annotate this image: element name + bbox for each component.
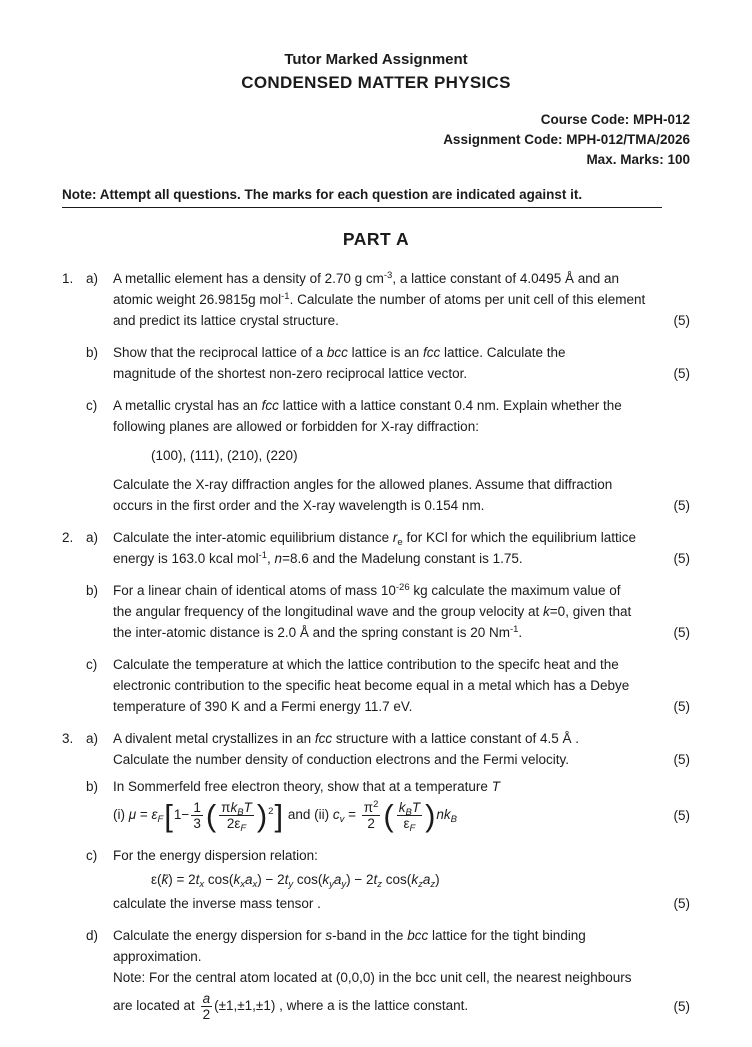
question-text: Calculate the X-ray diffraction angles for the allowed planes. Assume that diffraction	[113, 477, 613, 492]
question-line	[113, 495, 690, 516]
question-line	[113, 622, 690, 643]
question-text: In Sommerfeld free electron theory, show that at a temperature T	[113, 779, 500, 794]
question-part	[62, 580, 690, 643]
question-text: Show that the reciprocal lattice of a bcc lattice is an fcc lattice. Calculate the	[113, 345, 566, 360]
question-part	[62, 776, 690, 834]
max-marks: Max. Marks: 100	[586, 152, 690, 167]
question-number	[62, 342, 86, 384]
question-formula-line	[113, 991, 690, 1022]
question-part	[62, 728, 690, 770]
question-body	[113, 527, 690, 569]
marks-badge: (5)	[673, 625, 690, 640]
question-line	[113, 967, 690, 988]
question-text: A divalent metal crystallizes in an fcc structure with a lattice constant of 4.5 Å .	[113, 731, 579, 746]
marks-badge: (5)	[673, 999, 690, 1014]
question-letter: a)	[86, 731, 99, 746]
marks-badge: (5)	[673, 752, 690, 767]
marks-badge: (5)	[673, 896, 690, 911]
question-line	[113, 946, 690, 967]
questions-list	[62, 268, 690, 1025]
question-text: ε(k̄) = $2t_x$ $\cos(k_xa_x) - 2t_y$ $\cos(k_ya_y) - 2t_z$ $\cos(k_za_z)$	[151, 872, 440, 890]
question-part	[62, 925, 690, 1025]
question-body	[113, 580, 690, 643]
question-body	[113, 654, 690, 717]
question-number: 2.	[62, 530, 74, 545]
question-line	[113, 363, 690, 384]
question-part	[62, 342, 690, 384]
question-part	[62, 654, 690, 717]
question-part	[62, 527, 690, 569]
question-letter: b)	[86, 779, 99, 794]
marks-badge: (5)	[673, 551, 690, 566]
marks-badge: (5)	[673, 808, 690, 823]
question-part	[62, 845, 690, 914]
question-text: the inter-atomic distance is 2.0 Å and the spring constant is 20 $Nm^{-1}$.	[113, 624, 523, 640]
question-number: 1.	[62, 271, 74, 286]
question-text: A metallic element has a density of 2.70 g $cm^{-3}$, a lattice constant of 4.0495 Å and an	[113, 270, 620, 286]
question-text: Calculate the temperature at which the lattice contribution to the specifc heat and the	[113, 657, 619, 672]
question-text: (100), (111), (210), (220)	[151, 448, 298, 463]
question-number	[62, 776, 86, 834]
question-text: temperature of 390 K and a Fermi energy 11.7 eV.	[113, 699, 413, 714]
question-text: Calculate the number density of conduction electrons and the Fermi velocity.	[113, 752, 569, 767]
question-text: For a linear chain of identical atoms of mass $10^{-26}$ kg calculate the maximum value of	[113, 582, 621, 598]
meta-block	[62, 110, 690, 170]
note-line: Note: Attempt all questions. The marks for each question are indicated against it.	[62, 184, 662, 208]
question-line	[113, 548, 690, 569]
question-line	[113, 845, 690, 866]
question-number	[62, 654, 86, 717]
question-body	[113, 395, 690, 516]
question-text: A metallic crystal has an fcc lattice with a lattice constant 0.4 nm. Explain whether the	[113, 398, 622, 413]
question-text: (i) $\mu = \varepsilon_F[1-$ $\frac{1}{3}$ ( $\frac{\pi k_BT}{2\varepsilon_F}$ )$^2$] and (ii) $c_v$ = $\frac{\pi^2}{2}$ ( $\frac{k_BT}{\varepsilon_F}$ )$nk_B$	[113, 797, 457, 834]
question-line	[113, 342, 690, 363]
question-line	[113, 893, 690, 914]
question-body	[113, 268, 690, 331]
question-line	[113, 601, 690, 622]
question-part	[62, 268, 690, 331]
question-line	[113, 268, 690, 289]
question-letter: d)	[86, 928, 99, 943]
question-letter: c)	[86, 398, 98, 413]
question-letter: b)	[86, 583, 99, 598]
question-line	[113, 445, 690, 466]
question-number	[62, 845, 86, 914]
marks-badge: (5)	[673, 313, 690, 328]
question-text: calculate the inverse mass tensor .	[113, 896, 321, 911]
question-body	[113, 845, 690, 914]
marks-badge: (5)	[673, 366, 690, 381]
question-text: Calculate the inter-atomic equilibrium distance $r_e$ for KCl for which the equilibrium lattice	[113, 530, 637, 548]
course-code: Course Code: MPH-012	[540, 112, 690, 127]
question-text: the angular frequency of the longitudinal wave and the group velocity at k=0, given that	[113, 604, 632, 619]
question-line	[113, 289, 690, 310]
question-body	[113, 342, 690, 384]
question-line	[113, 675, 690, 696]
question-text: approximation.	[113, 949, 202, 964]
question-line	[113, 416, 690, 437]
question-text: and predict its lattice crystal structure.	[113, 313, 339, 328]
question-letter: c)	[86, 657, 98, 672]
question-line	[113, 776, 690, 797]
question-text: Note: For the central atom located at (0,0,0) in the bcc unit cell, the nearest neighbours	[113, 970, 632, 985]
question-line	[113, 395, 690, 416]
question-formula-line	[113, 869, 690, 890]
question-letter: a)	[86, 271, 99, 286]
question-text: energy is 163.0 kcal mol$^{-1}$, n=8.6 and the Madelung constant is 1.75.	[113, 550, 523, 566]
question-line	[113, 527, 690, 548]
question-letter: b)	[86, 345, 99, 360]
question-text: are located at $\frac{a}{2}$ (±1,±1,±1) , where a is the lattice constant.	[113, 991, 469, 1022]
question-body	[113, 925, 690, 1025]
question-line	[113, 654, 690, 675]
question-line	[113, 749, 690, 770]
question-text: atomic weight 26.9815g mol$^{-1}$. Calculate the number of atoms per unit cell of this element	[113, 291, 646, 307]
question-number	[62, 395, 86, 516]
question-formula-line	[113, 797, 690, 834]
question-line	[113, 925, 690, 946]
question-line	[113, 580, 690, 601]
question-text: following planes are allowed or forbidden for X-ray diffraction:	[113, 419, 479, 434]
question-body	[113, 776, 690, 834]
assignment-code: Assignment Code: MPH-012/TMA/2026	[443, 132, 690, 147]
question-line	[113, 696, 690, 717]
question-line	[113, 310, 690, 331]
question-line	[113, 474, 690, 495]
question-number	[62, 925, 86, 1025]
question-text: Calculate the energy dispersion for s-band in the bcc lattice for the tight binding	[113, 928, 586, 943]
question-letter: a)	[86, 530, 99, 545]
section-title: PART A	[342, 229, 410, 249]
question-part	[62, 395, 690, 516]
course-title: CONDENSED MATTER PHYSICS	[241, 73, 511, 92]
question-body	[113, 728, 690, 770]
question-text: occurs in the first order and the X-ray wavelength is 0.154 nm.	[113, 498, 485, 513]
question-number: 3.	[62, 731, 74, 746]
question-letter: c)	[86, 848, 98, 863]
marks-badge: (5)	[673, 498, 690, 513]
page-title: Tutor Marked Assignment	[284, 51, 468, 68]
question-line	[113, 728, 690, 749]
marks-badge: (5)	[673, 699, 690, 714]
question-text: magnitude of the shortest non-zero reciprocal lattice vector.	[113, 366, 468, 381]
question-number	[62, 580, 86, 643]
question-text: electronic contribution to the specific heat become equal in a metal which has a Debye	[113, 678, 630, 693]
question-text: For the energy dispersion relation:	[113, 848, 318, 863]
